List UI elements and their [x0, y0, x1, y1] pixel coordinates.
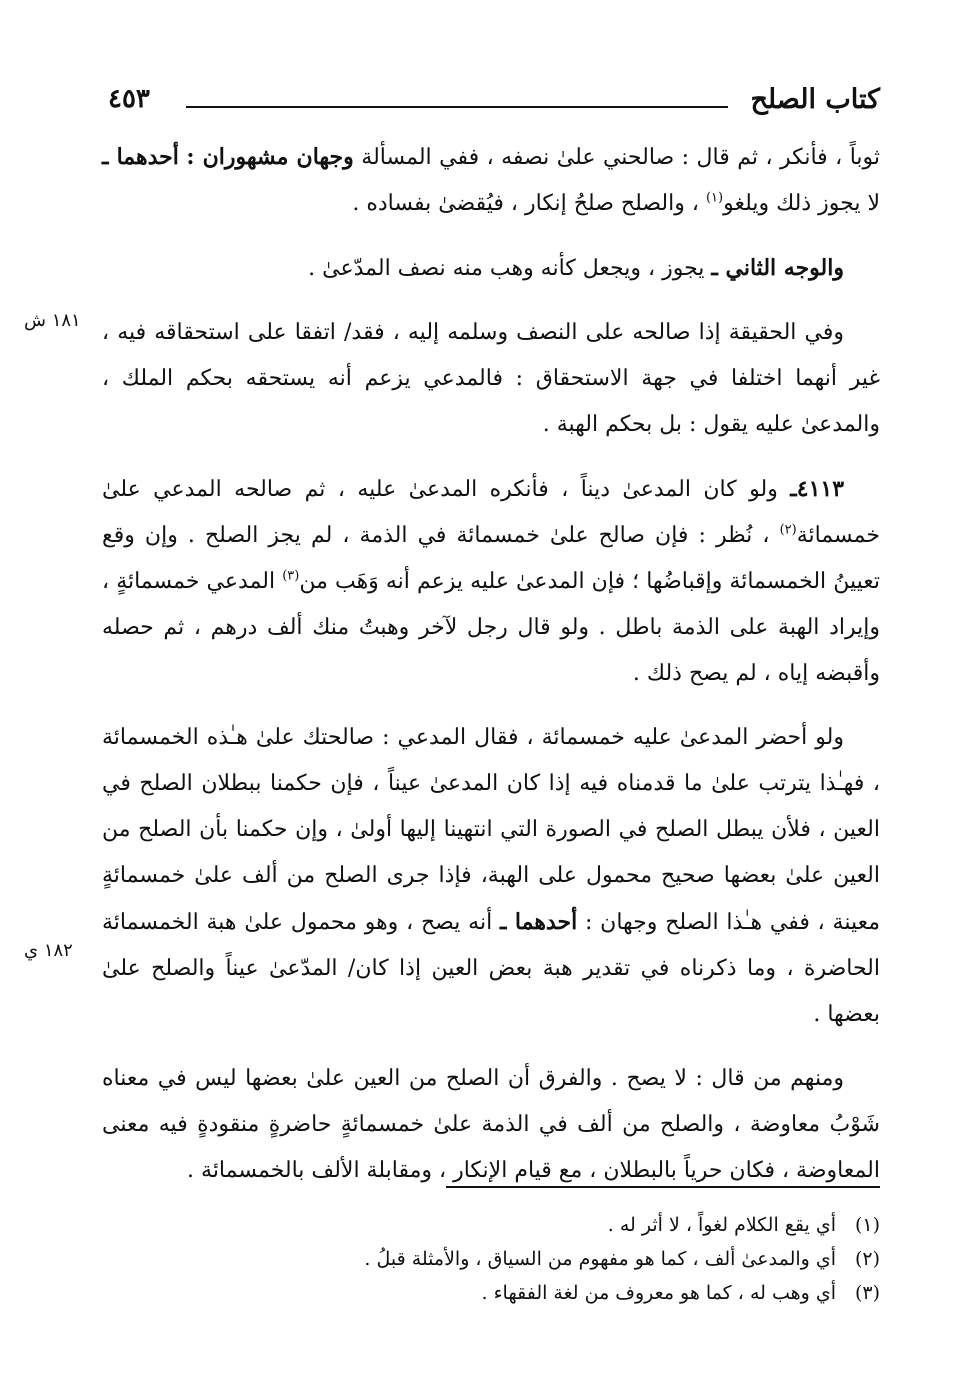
paragraph-4: ٤١١٣ـ ولو كان المدعىٰ ديناً ، فأنكره المدعىٰ عليه ، ثم صالحه المدعي علىٰ خمسمائة$^{(٢)}$ ، نُظر : فإن صالح علىٰ خمسمائة في الذمة ، لم يجز الصلح . وإن وقع تعيينُ الخمسمائة وإقباضُها ؛ فإن المدعىٰ عليه يزعم أنه وَهَب من$^{(٣)}$ المدعي خمسمائةٍ ، وإيراد الهبة على الذمة باطل . ولو قال رجل لآخر وهبتُ منك ألف درهم ، ثم حصله وأقبضه إياه ، لم يصح ذلك . — [102, 476, 880, 686]
page-number: ٤٥٣ — [108, 84, 150, 114]
header-rule — [186, 106, 728, 108]
footnote-3: (٣)أي وهب له ، كما هو معروف من لغة الفقهاء . — [481, 1282, 880, 1304]
paragraph-2: والوجه الثاني ـ يجوز ، ويجعل كأنه وهب منه نصف المدّعىٰ . — [308, 255, 844, 281]
margin-note-folio-182: ١٨٢ ي — [24, 940, 73, 961]
footnote-2: (٢)أي والمدعىٰ ألف ، كما هو مفهوم من السياق ، والأمثلة قبلُ . — [364, 1248, 880, 1270]
footnote-ref-1: (١) — [705, 190, 724, 206]
footnote-1: (١)أي يقع الكلام لغواً ، لا أثر له . — [607, 1214, 880, 1236]
paragraph-5: ولو أحضر المدعىٰ عليه خمسمائة ، فقال المدعي : صالحتك علىٰ هـٰذه الخمسمائة ، فهـٰذا يترتب علىٰ ما قدمناه فيه إذا كان المدعىٰ عيناً ، فإن حكمنا ببطلان الصلح في العين ، فلأن يبطل الصلح في الصورة التي انتهينا إليها أولىٰ ، وإن حكمنا بأن الصلح من العين علىٰ بعضها صحيح محمول على الهبة، فإذا جرى الصلح من ألف علىٰ خمسمائةٍ معينة ، ففي هـٰذا الصلح وجهان : أحدهما ـ أنه يصح ، وهو محمول علىٰ هبة الخمسمائة الحاضرة ، وما ذكرناه في تقدير هبة بعض العين إذا كان/ المدّعىٰ عيناً والصلح علىٰ بعضها . — [102, 725, 880, 1027]
margin-note-folio-181: ١٨١ ش — [24, 310, 81, 331]
paragraph-3: وفي الحقيقة إذا صالحه على النصف وسلمه إليه ، فقد/ اتفقا على استحقاقه فيه ، غير أنهما اختلفا في جهة الاستحقاق : فالمدعي يزعم أنه يستحقه بحكم الملك ، والمدعىٰ عليه يقول : بل بحكم الهبة . — [102, 320, 880, 437]
footnote-ref-3: (٣) — [282, 568, 300, 584]
footnote-divider — [446, 1186, 880, 1188]
footnotes — [200, 1208, 880, 1310]
paragraph-6: ومنهم من قال : لا يصح . والفرق أن الصلح من العين علىٰ بعضها ليس في معناه شَوْبُ معاوضة ، والصلح من ألف في الذمة علىٰ خمسمائةٍ حاضرةٍ منقودةٍ فيه معنى المعاوضة ، فكان حرياً بالبطلان ، مع قيام الإنكار ، ومقابلة الألف بالخمسمائة . — [102, 1066, 880, 1183]
main-text — [102, 134, 880, 1204]
issue-number: ٤١١٣ـ — [790, 476, 845, 502]
page-header — [108, 84, 880, 124]
paragraph-1: ثوباً ، فأنكر ، ثم قال : صالحني علىٰ نصفه ، ففي المسألة وجهان مشهوران : أحدهما ـ لا يجوز ذلك ويلغو$^{(١)}$ ، والصلح صلحُ إنكار ، فيُقضىٰ بفساده . — [102, 144, 881, 216]
footnote-ref-2: (٢) — [779, 522, 797, 538]
book-title: كتاب الصلح — [750, 84, 880, 115]
